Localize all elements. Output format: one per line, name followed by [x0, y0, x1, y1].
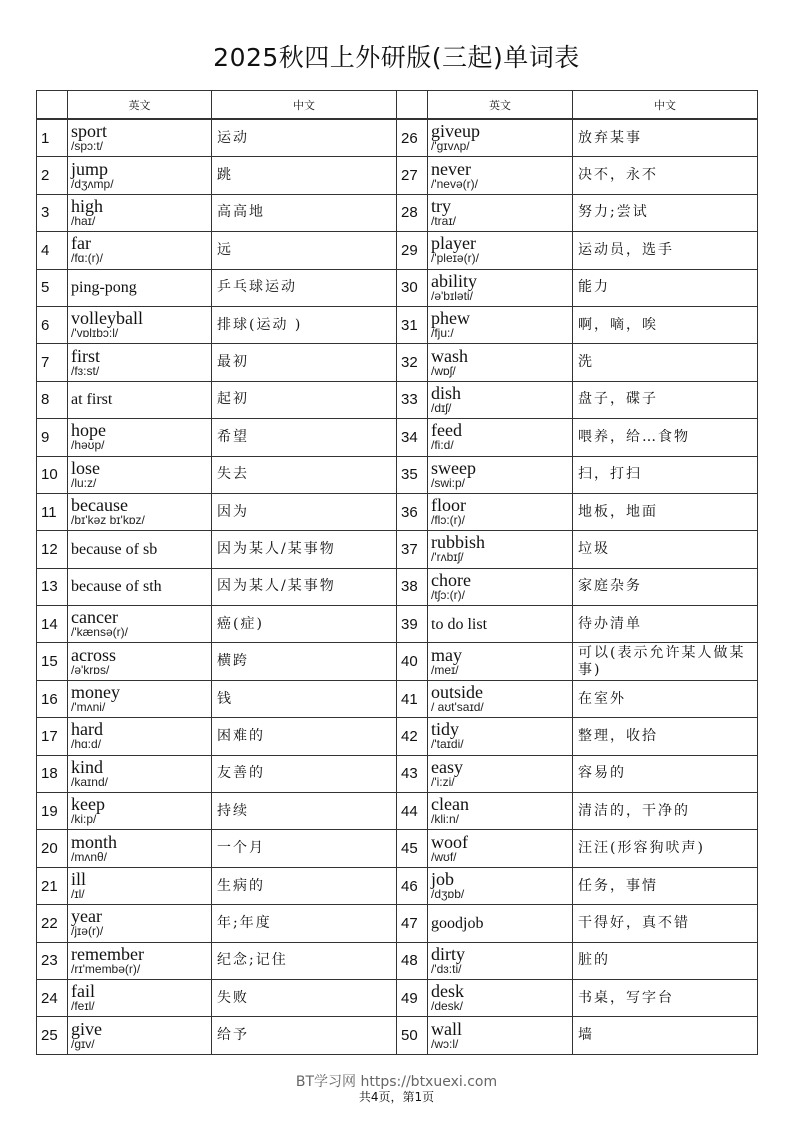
row-number-left: 6 [37, 306, 68, 343]
table-row [37, 119, 758, 157]
footer-source: BT学习网 https://btxuexi.com [295, 1074, 498, 1090]
table-row [37, 606, 758, 643]
row-number-left: 18 [37, 755, 68, 792]
chinese-meaning-right: 放弃某事 [573, 119, 758, 157]
english-cell-right [428, 157, 573, 194]
phonetic: /'pleɪə(r)/ [431, 251, 479, 266]
english-cell-left [68, 830, 212, 867]
english-word: phew [431, 308, 470, 329]
chinese-meaning-right: 洗 [573, 344, 758, 381]
table-row [37, 942, 758, 979]
english-word: rubbish [431, 532, 485, 553]
english-word: at first [71, 391, 113, 409]
english-cell-right [428, 793, 573, 830]
chinese-meaning-right: 可以(表示允许某人做某事) [573, 643, 758, 680]
english-cell-left [68, 157, 212, 194]
english-cell-right [428, 493, 573, 530]
chinese-meaning-left: 乒乓球运动 [212, 269, 397, 306]
english-cell-right [428, 419, 573, 456]
phonetic: /haɪ/ [71, 213, 96, 228]
chinese-meaning-right: 脏的 [573, 942, 758, 979]
english-cell-right [428, 269, 573, 306]
header-chinese-left: 中文 [212, 91, 397, 120]
chinese-meaning-right: 运动员，选手 [573, 232, 758, 269]
phonetic: /wʊf/ [431, 849, 457, 864]
english-word: wall [431, 1018, 462, 1039]
english-word: floor [431, 495, 466, 516]
english-word: desk [431, 981, 464, 1002]
chinese-meaning-left: 希望 [212, 419, 397, 456]
english-cell-right [428, 830, 573, 867]
english-cell-left [68, 680, 212, 717]
chinese-meaning-right: 扫，打扫 [573, 456, 758, 493]
english-cell-left [68, 568, 212, 605]
english-word: high [71, 195, 104, 216]
chinese-meaning-right: 任务，事情 [573, 867, 758, 904]
chinese-meaning-right: 能力 [573, 269, 758, 306]
row-number-right: 40 [397, 643, 428, 680]
english-cell-left [68, 269, 212, 306]
table-header-row [37, 91, 758, 120]
chinese-meaning-right: 容易的 [573, 755, 758, 792]
chinese-meaning-right: 待办清单 [573, 606, 758, 643]
row-number-right: 32 [397, 344, 428, 381]
english-word: cancer [71, 607, 118, 628]
english-word: chore [431, 569, 471, 590]
row-number-left: 5 [37, 269, 68, 306]
table-row [37, 306, 758, 343]
english-word: money [71, 682, 120, 703]
chinese-meaning-right: 干得好，真不错 [573, 905, 758, 942]
english-word: dirty [431, 943, 465, 964]
table-row [37, 381, 758, 418]
phonetic: /bɪ'kəz bɪ'kɒz/ [71, 513, 145, 528]
chinese-meaning-left: 因为 [212, 493, 397, 530]
english-word: month [71, 831, 118, 852]
english-word: hard [71, 719, 103, 740]
phonetic: /flɔ:(r)/ [431, 513, 465, 528]
english-word: outside [431, 682, 483, 703]
english-cell-right [428, 531, 573, 568]
english-cell-left [68, 755, 212, 792]
english-word: because of sb [71, 540, 158, 558]
phonetic: /'taɪdi/ [431, 737, 464, 752]
row-number-left: 24 [37, 979, 68, 1016]
table-row [37, 419, 758, 456]
table-row [37, 194, 758, 231]
english-cell-right [428, 344, 573, 381]
table-row [37, 643, 758, 680]
english-cell-right [428, 606, 573, 643]
phonetic: /wɒʃ/ [431, 363, 456, 378]
english-cell-left [68, 381, 212, 418]
chinese-meaning-right: 汪汪(形容狗吠声) [573, 830, 758, 867]
row-number-right: 27 [397, 157, 428, 194]
row-number-left: 7 [37, 344, 68, 381]
english-word: volleyball [71, 308, 143, 329]
english-word: keep [71, 794, 105, 815]
row-number-right: 50 [397, 1017, 428, 1054]
english-word: year [71, 906, 102, 927]
chinese-meaning-left: 持续 [212, 793, 397, 830]
table-row [37, 979, 758, 1016]
english-cell-left [68, 905, 212, 942]
english-cell-right [428, 119, 573, 157]
row-number-left: 11 [37, 493, 68, 530]
english-cell-left [68, 867, 212, 904]
chinese-meaning-right: 啊，嘀，唉 [573, 306, 758, 343]
english-word: job [431, 869, 455, 889]
chinese-meaning-right: 垃圾 [573, 531, 758, 568]
chinese-meaning-left: 失败 [212, 979, 397, 1016]
table-row [37, 680, 758, 717]
row-number-left: 13 [37, 568, 68, 605]
chinese-meaning-right: 决不，永不 [573, 157, 758, 194]
english-word: ping-pong [71, 279, 137, 297]
english-cell-left [68, 942, 212, 979]
header-english-left: 英文 [68, 91, 212, 120]
chinese-meaning-left: 排球(运动 ) [212, 306, 397, 343]
english-word: ill [71, 869, 87, 889]
row-number-right: 49 [397, 979, 428, 1016]
chinese-meaning-left: 年;年度 [212, 905, 397, 942]
english-cell-left [68, 493, 212, 530]
row-number-left: 15 [37, 643, 68, 680]
table-row [37, 1017, 758, 1054]
table-row [37, 718, 758, 755]
table-row [37, 531, 758, 568]
phonetic: /'i:zi/ [431, 774, 455, 789]
english-cell-left [68, 979, 212, 1016]
row-number-left: 17 [37, 718, 68, 755]
english-cell-left [68, 531, 212, 568]
english-cell-left [68, 456, 212, 493]
row-number-right: 26 [397, 119, 428, 157]
row-number-right: 38 [397, 568, 428, 605]
english-word: sport [71, 121, 107, 142]
english-word: giveup [431, 121, 480, 142]
row-number-right: 47 [397, 905, 428, 942]
english-cell-right [428, 568, 573, 605]
chinese-meaning-left: 跳 [212, 157, 397, 194]
phonetic: /'dɜ:ti/ [431, 961, 462, 976]
phonetic: /wɔ:l/ [431, 1036, 459, 1051]
chinese-meaning-left: 起初 [212, 381, 397, 418]
chinese-meaning-left: 高高地 [212, 194, 397, 231]
english-word: feed [431, 420, 462, 441]
phonetic: /dʒɒb/ [431, 887, 465, 901]
english-cell-left [68, 419, 212, 456]
chinese-meaning-right: 墙 [573, 1017, 758, 1054]
english-word: never [431, 158, 471, 179]
row-number-left: 14 [37, 606, 68, 643]
row-number-right: 45 [397, 830, 428, 867]
chinese-meaning-left: 运动 [212, 119, 397, 157]
english-word: player [431, 233, 476, 254]
english-cell-right [428, 755, 573, 792]
header-num-left [37, 91, 68, 120]
table-row [37, 269, 758, 306]
phonetic: /fɑ:(r)/ [71, 251, 103, 266]
chinese-meaning-right: 努力;尝试 [573, 194, 758, 231]
phonetic: /'nevə(r)/ [431, 176, 478, 191]
row-number-right: 42 [397, 718, 428, 755]
english-cell-right [428, 979, 573, 1016]
english-cell-left [68, 793, 212, 830]
english-cell-left [68, 643, 212, 680]
table-row [37, 456, 758, 493]
header-chinese-right: 中文 [573, 91, 758, 120]
phonetic: /ki:p/ [71, 812, 97, 827]
chinese-meaning-right: 家庭杂务 [573, 568, 758, 605]
english-word: jump [71, 158, 109, 179]
chinese-meaning-right: 清洁的，干净的 [573, 793, 758, 830]
phonetic: /ɪl/ [71, 887, 85, 901]
row-number-right: 31 [397, 306, 428, 343]
phonetic: /dʒʌmp/ [71, 176, 114, 191]
phonetic: /traɪ/ [431, 213, 456, 228]
chinese-meaning-left: 失去 [212, 456, 397, 493]
english-cell-right [428, 643, 573, 680]
row-number-right: 30 [397, 269, 428, 306]
page-title: 2025秋四上外研版(三起)单词表 [213, 43, 580, 72]
english-word: wash [431, 345, 468, 366]
table-row [37, 157, 758, 194]
chinese-meaning-left: 给予 [212, 1017, 397, 1054]
row-number-right: 44 [397, 793, 428, 830]
english-word: sweep [431, 457, 476, 478]
row-number-right: 29 [397, 232, 428, 269]
row-number-right: 48 [397, 942, 428, 979]
chinese-meaning-left: 生病的 [212, 867, 397, 904]
english-cell-left [68, 606, 212, 643]
table-row [37, 344, 758, 381]
english-word: ability [431, 270, 477, 291]
phonetic: /'vɒlɪbɔ:l/ [71, 326, 119, 341]
chinese-meaning-right: 盘子，碟子 [573, 381, 758, 418]
chinese-meaning-right: 整理，收拾 [573, 718, 758, 755]
english-cell-left [68, 718, 212, 755]
phonetic: /fju:/ [431, 326, 454, 341]
chinese-meaning-left: 困难的 [212, 718, 397, 755]
english-cell-left [68, 232, 212, 269]
english-cell-right [428, 905, 573, 942]
english-word: remember [71, 943, 144, 964]
phonetic: /kli:n/ [431, 812, 460, 827]
header-english-right: 英文 [428, 91, 573, 120]
row-number-right: 43 [397, 755, 428, 792]
table-row [37, 568, 758, 605]
english-cell-left [68, 119, 212, 157]
phonetic: /swi:p/ [431, 475, 466, 490]
row-number-right: 36 [397, 493, 428, 530]
vocabulary-table [36, 90, 758, 1055]
english-cell-right [428, 867, 573, 904]
row-number-left: 21 [37, 867, 68, 904]
english-cell-right [428, 942, 573, 979]
chinese-meaning-left: 因为某人/某事物 [212, 531, 397, 568]
phonetic: /'gɪvʌp/ [431, 139, 470, 154]
english-word: lose [71, 457, 100, 478]
table-row [37, 830, 758, 867]
chinese-meaning-left: 纪念;记住 [212, 942, 397, 979]
row-number-left: 22 [37, 905, 68, 942]
chinese-meaning-left: 癌(症) [212, 606, 397, 643]
phonetic: /kaɪnd/ [71, 774, 108, 789]
phonetic: / aʊt'saɪd/ [431, 700, 484, 715]
table-row [37, 867, 758, 904]
header-num-right [397, 91, 428, 120]
chinese-meaning-left: 远 [212, 232, 397, 269]
table-body [37, 119, 758, 1054]
english-cell-left [68, 1017, 212, 1054]
phonetic: /ə'krɒs/ [71, 662, 110, 677]
table-row [37, 755, 758, 792]
row-number-right: 35 [397, 456, 428, 493]
row-number-left: 25 [37, 1017, 68, 1054]
row-number-right: 37 [397, 531, 428, 568]
english-word: across [71, 644, 116, 665]
english-word: may [431, 644, 462, 665]
english-word: kind [71, 756, 104, 777]
row-number-right: 34 [397, 419, 428, 456]
phonetic: /tʃɔ:(r)/ [431, 587, 465, 602]
english-word: dish [431, 382, 462, 403]
row-number-left: 19 [37, 793, 68, 830]
chinese-meaning-left: 最初 [212, 344, 397, 381]
english-word: first [71, 345, 100, 366]
phonetic: /ə'bɪləti/ [431, 288, 473, 303]
row-number-left: 4 [37, 232, 68, 269]
english-word: hope [71, 420, 106, 441]
footer-page-count: 共4页，第1页 [358, 1090, 435, 1104]
english-cell-right [428, 194, 573, 231]
table-row [37, 232, 758, 269]
row-number-left: 10 [37, 456, 68, 493]
english-cell-left [68, 306, 212, 343]
phonetic: /fɜ:st/ [71, 363, 100, 378]
row-number-right: 46 [397, 867, 428, 904]
english-word: clean [431, 794, 469, 815]
phonetic: /feɪl/ [71, 999, 95, 1014]
phonetic: /lu:z/ [71, 475, 97, 490]
phonetic: /spɔ:t/ [71, 139, 104, 154]
chinese-meaning-left: 因为某人/某事物 [212, 568, 397, 605]
english-cell-right [428, 381, 573, 418]
english-word: goodjob [431, 914, 484, 932]
english-word: try [431, 195, 451, 216]
table-row [37, 793, 758, 830]
chinese-meaning-left: 横跨 [212, 643, 397, 680]
chinese-meaning-left: 一个月 [212, 830, 397, 867]
english-word: easy [431, 756, 463, 777]
chinese-meaning-left: 钱 [212, 680, 397, 717]
english-word: because of sth [71, 578, 162, 596]
phonetic: /fi:d/ [431, 438, 454, 453]
phonetic: /mʌnθ/ [71, 849, 108, 864]
row-number-right: 41 [397, 680, 428, 717]
english-word: tidy [431, 719, 460, 740]
english-cell-right [428, 456, 573, 493]
chinese-meaning-right: 在室外 [573, 680, 758, 717]
row-number-left: 3 [37, 194, 68, 231]
row-number-left: 1 [37, 119, 68, 157]
english-word: fail [71, 981, 95, 1002]
phonetic: /'mʌni/ [71, 700, 106, 715]
phonetic: /hɑ:d/ [71, 737, 102, 752]
phonetic: /'kænsə(r)/ [71, 625, 128, 640]
row-number-left: 9 [37, 419, 68, 456]
phonetic: /desk/ [431, 999, 464, 1014]
english-cell-right [428, 1017, 573, 1054]
phonetic: /dɪʃ/ [431, 400, 452, 415]
phonetic: /gɪv/ [71, 1036, 95, 1051]
english-word: to do list [431, 615, 488, 633]
english-word: woof [431, 831, 468, 852]
english-cell-left [68, 194, 212, 231]
chinese-meaning-right: 喂养，给…食物 [573, 419, 758, 456]
phonetic: /həʊp/ [71, 438, 105, 453]
row-number-left: 8 [37, 381, 68, 418]
row-number-left: 23 [37, 942, 68, 979]
english-cell-right [428, 232, 573, 269]
row-number-right: 33 [397, 381, 428, 418]
row-number-left: 2 [37, 157, 68, 194]
english-cell-right [428, 680, 573, 717]
row-number-right: 28 [397, 194, 428, 231]
phonetic: /jɪə(r)/ [71, 924, 104, 939]
row-number-right: 39 [397, 606, 428, 643]
table-row [37, 493, 758, 530]
chinese-meaning-left: 友善的 [212, 755, 397, 792]
english-cell-left [68, 344, 212, 381]
row-number-left: 16 [37, 680, 68, 717]
phonetic: /'rʌbɪʃ/ [431, 550, 464, 565]
english-word: far [71, 233, 91, 254]
phonetic: /meɪ/ [431, 662, 459, 677]
chinese-meaning-right: 地板，地面 [573, 493, 758, 530]
english-word: because [71, 495, 128, 516]
chinese-meaning-right: 书桌，写字台 [573, 979, 758, 1016]
table-row [37, 905, 758, 942]
english-cell-right [428, 306, 573, 343]
row-number-left: 12 [37, 531, 68, 568]
english-word: give [71, 1018, 102, 1039]
english-cell-right [428, 718, 573, 755]
phonetic: /rɪ'membə(r)/ [71, 961, 141, 976]
row-number-left: 20 [37, 830, 68, 867]
